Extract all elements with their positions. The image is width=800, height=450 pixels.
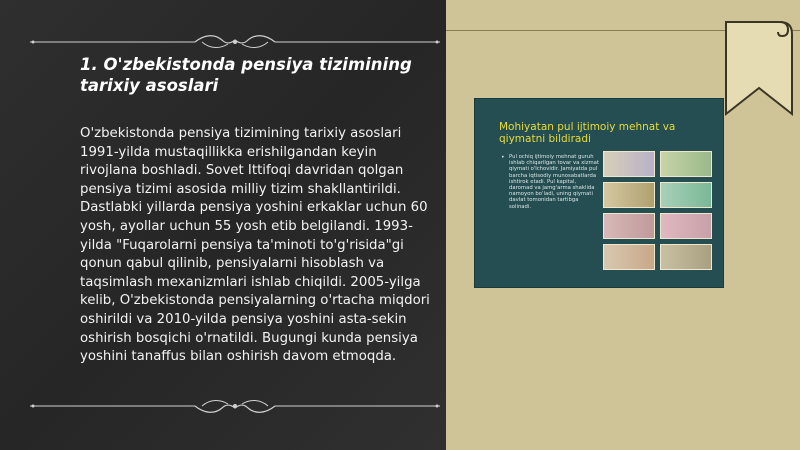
banknote-image [603, 244, 655, 270]
banknote-image [660, 244, 712, 270]
bookmark-ribbon-icon [722, 18, 798, 118]
banknote-image [603, 151, 655, 177]
banknote-image [603, 213, 655, 239]
thumbnail-title: Mohiyatan pul ijtimoiy mehnat va qiymatni bildiradi [499, 121, 676, 145]
banknote-image [603, 182, 655, 208]
banknote-image [660, 182, 712, 208]
slide-thumbnail [474, 98, 724, 288]
bottom-ornament-icon [30, 396, 440, 416]
slide-title: 1. O'zbekistonda pensiya tizimining tarixiy asoslari [80, 55, 412, 95]
thumbnail-text: Pul ochiq ijtimoiy mehnat guruh ishlab chiqarilgan tovar va xizmat qiymati o'lchovidir. Jamiyatda pul barcha iqtisodiy munosabatlarda ishtirok etadi. Pul kapital, daromad va jamg'arma shaklida namoyon bo'ladi, uning qiymati davlat tomonidan tartibga solinadi. [509, 154, 599, 210]
banknotes-image [603, 151, 715, 277]
slide-body-text: O'zbekistonda pensiya tizimining tarixiy asoslari 1991-yilda mustaqillikka erishilgandan keyin rivojlana boshladi. Sovet Ittifoqi davridan qolgan pensiya tizimi asosida milliy tizim shakllantirildi. Dastlabki yillarda pensiya yoshini erkaklar uchun 60 yosh, ayollar uchun 55 yosh etib belgilandi. 1993-yilda "Fuqarolarni pensiya ta'minoti to'g'risida"gi qonun qabul qilinib, pensiyalarni hisoblash va taqsimlash mexanizmlari ishlab chiqildi. 2005-yilga kelib, O'zbekistonda pensiyalarning o'rtacha miqdori oshirildi va 2010-yilda pensiya yoshini asta-sekin oshirish bosqichi o'rnatildi. Bugungi kunda pensiya yoshini tanaffus bilan oshirish davom etmoqda. [80, 126, 430, 365]
banknote-image [660, 213, 712, 239]
top-ornament-icon [30, 32, 440, 52]
banknote-image [660, 151, 712, 177]
thumbnail-bullet: • [501, 154, 505, 161]
